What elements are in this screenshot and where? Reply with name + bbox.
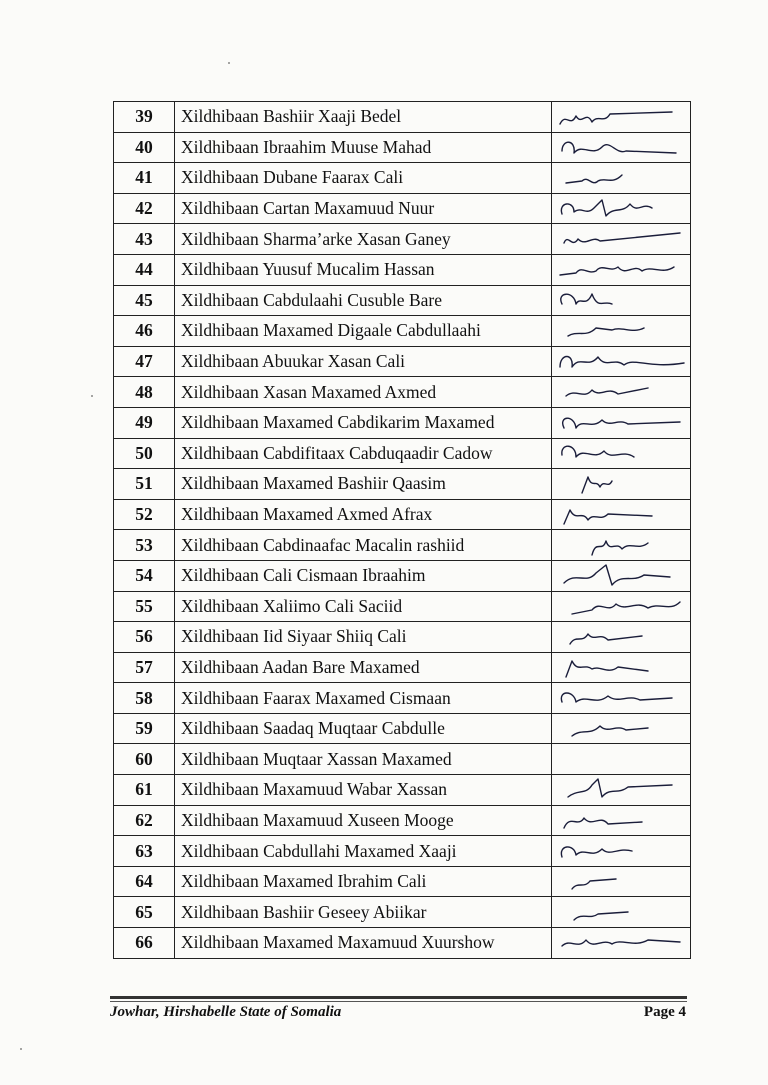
signature-cell — [552, 499, 691, 530]
table-row — [114, 132, 691, 163]
member-name: Xildhibaan Maxamed Bashiir Qaasim — [175, 469, 552, 500]
member-name: Xildhibaan Abuukar Xasan Cali — [175, 346, 552, 377]
row-number: 47 — [114, 346, 175, 377]
handwritten-signature — [552, 500, 690, 529]
row-number: 61 — [114, 775, 175, 806]
table-row — [114, 469, 691, 500]
handwritten-signature — [552, 439, 690, 468]
handwritten-signature — [552, 378, 690, 407]
scan-speck — [20, 1048, 22, 1050]
handwritten-signature — [552, 163, 690, 192]
table-row — [114, 836, 691, 867]
table-row — [114, 805, 691, 836]
signature-cell — [552, 560, 691, 591]
member-name: Xildhibaan Maxamed Cabdikarim Maxamed — [175, 407, 552, 438]
row-number: 50 — [114, 438, 175, 469]
signature-cell — [552, 316, 691, 347]
signature-cell — [552, 836, 691, 867]
table-row — [114, 622, 691, 653]
signature-cell — [552, 866, 691, 897]
member-name: Xildhibaan Maxamed Ibrahim Cali — [175, 866, 552, 897]
scan-speck — [228, 62, 230, 64]
member-name: Xildhibaan Iid Siyaar Shiiq Cali — [175, 622, 552, 653]
member-name: Xildhibaan Saadaq Muqtaar Cabdulle — [175, 713, 552, 744]
handwritten-signature — [552, 714, 690, 743]
handwritten-signature — [552, 592, 690, 621]
table-row — [114, 683, 691, 714]
handwritten-signature — [552, 928, 690, 957]
signature-cell — [552, 897, 691, 928]
member-name: Xildhibaan Sharma’arke Xasan Ganey — [175, 224, 552, 255]
row-number: 41 — [114, 163, 175, 194]
member-name: Xildhibaan Yuusuf Mucalim Hassan — [175, 254, 552, 285]
handwritten-signature — [552, 806, 690, 835]
member-name: Xildhibaan Cali Cismaan Ibraahim — [175, 560, 552, 591]
member-name: Xildhibaan Cabdulaahi Cusuble Bare — [175, 285, 552, 316]
row-number: 60 — [114, 744, 175, 775]
table-row — [114, 377, 691, 408]
row-number: 58 — [114, 683, 175, 714]
handwritten-signature — [552, 622, 690, 651]
member-name: Xildhibaan Maxamed Axmed Afrax — [175, 499, 552, 530]
handwritten-signature — [552, 286, 690, 315]
table-row — [114, 285, 691, 316]
footer-page-number: Page 4 — [643, 1004, 686, 1020]
row-number: 43 — [114, 224, 175, 255]
row-number: 42 — [114, 193, 175, 224]
signature-cell — [552, 102, 691, 133]
row-number: 62 — [114, 805, 175, 836]
handwritten-signature — [552, 255, 690, 284]
row-number: 49 — [114, 407, 175, 438]
row-number: 40 — [114, 132, 175, 163]
row-number: 65 — [114, 897, 175, 928]
member-name: Xildhibaan Faarax Maxamed Cismaan — [175, 683, 552, 714]
table-row — [114, 744, 691, 775]
table-row — [114, 591, 691, 622]
signature-cell — [552, 224, 691, 255]
member-name: Xildhibaan Muqtaar Xassan Maxamed — [175, 744, 552, 775]
member-name: Xildhibaan Maxamed Maxamuud Xuurshow — [175, 928, 552, 959]
handwritten-signature — [552, 684, 690, 713]
row-number: 64 — [114, 866, 175, 897]
member-name: Xildhibaan Ibraahim Muuse Mahad — [175, 132, 552, 163]
handwritten-signature — [552, 408, 690, 437]
table-row — [114, 713, 691, 744]
member-name: Xildhibaan Cabdullahi Maxamed Xaaji — [175, 836, 552, 867]
table-row — [114, 224, 691, 255]
handwritten-signature — [552, 653, 690, 682]
member-name: Xildhibaan Dubane Faarax Cali — [175, 163, 552, 194]
member-name: Xildhibaan Xasan Maxamed Axmed — [175, 377, 552, 408]
footer-location: Jowhar, Hirshabelle State of Somalia — [110, 1004, 342, 1020]
row-number: 55 — [114, 591, 175, 622]
table-row — [114, 438, 691, 469]
row-number: 44 — [114, 254, 175, 285]
handwritten-signature — [552, 898, 690, 927]
member-name: Xildhibaan Cartan Maxamuud Nuur — [175, 193, 552, 224]
handwritten-signature — [552, 867, 690, 896]
handwritten-signature — [552, 194, 690, 223]
signature-cell — [552, 438, 691, 469]
signature-cell — [552, 377, 691, 408]
table-row — [114, 775, 691, 806]
table-row — [114, 560, 691, 591]
row-number: 56 — [114, 622, 175, 653]
row-number: 45 — [114, 285, 175, 316]
signature-cell — [552, 683, 691, 714]
handwritten-signature — [552, 561, 690, 590]
member-name: Xildhibaan Bashiir Xaaji Bedel — [175, 102, 552, 133]
signature-cell — [552, 254, 691, 285]
signature-cell — [552, 805, 691, 836]
table-row — [114, 346, 691, 377]
row-number: 52 — [114, 499, 175, 530]
scan-speck — [91, 395, 93, 397]
signature-cell — [552, 132, 691, 163]
member-name: Xildhibaan Xaliimo Cali Saciid — [175, 591, 552, 622]
signature-cell — [552, 530, 691, 561]
table-row — [114, 193, 691, 224]
table-row — [114, 530, 691, 561]
table-body — [114, 102, 691, 959]
handwritten-signature — [552, 225, 690, 254]
signature-cell — [552, 622, 691, 653]
signature-cell — [552, 775, 691, 806]
handwritten-signature — [552, 531, 690, 560]
signature-cell — [552, 591, 691, 622]
row-number: 63 — [114, 836, 175, 867]
signature-cell — [552, 346, 691, 377]
row-number: 51 — [114, 469, 175, 500]
handwritten-signature — [552, 347, 690, 376]
signature-cell — [552, 744, 691, 775]
table-row — [114, 102, 691, 133]
row-number: 39 — [114, 102, 175, 133]
signature-cell — [552, 407, 691, 438]
handwritten-signature — [552, 775, 690, 804]
table-row — [114, 928, 691, 959]
signature-cell — [552, 928, 691, 959]
handwritten-signature — [552, 837, 690, 866]
table-row — [114, 499, 691, 530]
signature-cell — [552, 163, 691, 194]
row-number: 66 — [114, 928, 175, 959]
table-row — [114, 897, 691, 928]
footer-rule-thick — [110, 996, 687, 999]
member-name: Xildhibaan Cabdifitaax Cabduqaadir Cadow — [175, 438, 552, 469]
signature-cell — [552, 652, 691, 683]
table-row — [114, 254, 691, 285]
members-signature-table — [113, 101, 691, 959]
handwritten-signature — [552, 133, 690, 162]
footer-rule-thin — [110, 1001, 687, 1002]
row-number: 57 — [114, 652, 175, 683]
signature-cell — [552, 713, 691, 744]
handwritten-signature — [552, 102, 690, 131]
member-name: Xildhibaan Aadan Bare Maxamed — [175, 652, 552, 683]
table-row — [114, 163, 691, 194]
row-number: 59 — [114, 713, 175, 744]
table-row — [114, 652, 691, 683]
table-row — [114, 316, 691, 347]
table-row — [114, 407, 691, 438]
row-number: 46 — [114, 316, 175, 347]
handwritten-signature — [552, 316, 690, 345]
signature-cell — [552, 285, 691, 316]
member-name: Xildhibaan Bashiir Geseey Abiikar — [175, 897, 552, 928]
table-row — [114, 866, 691, 897]
handwritten-signature — [552, 469, 690, 498]
member-name: Xildhibaan Cabdinaafac Macalin rashiid — [175, 530, 552, 561]
member-name: Xildhibaan Maxamuud Xuseen Mooge — [175, 805, 552, 836]
row-number: 48 — [114, 377, 175, 408]
row-number: 54 — [114, 560, 175, 591]
signature-cell — [552, 193, 691, 224]
row-number: 53 — [114, 530, 175, 561]
member-name: Xildhibaan Maxamuud Wabar Xassan — [175, 775, 552, 806]
signature-cell — [552, 469, 691, 500]
member-name: Xildhibaan Maxamed Digaale Cabdullaahi — [175, 316, 552, 347]
